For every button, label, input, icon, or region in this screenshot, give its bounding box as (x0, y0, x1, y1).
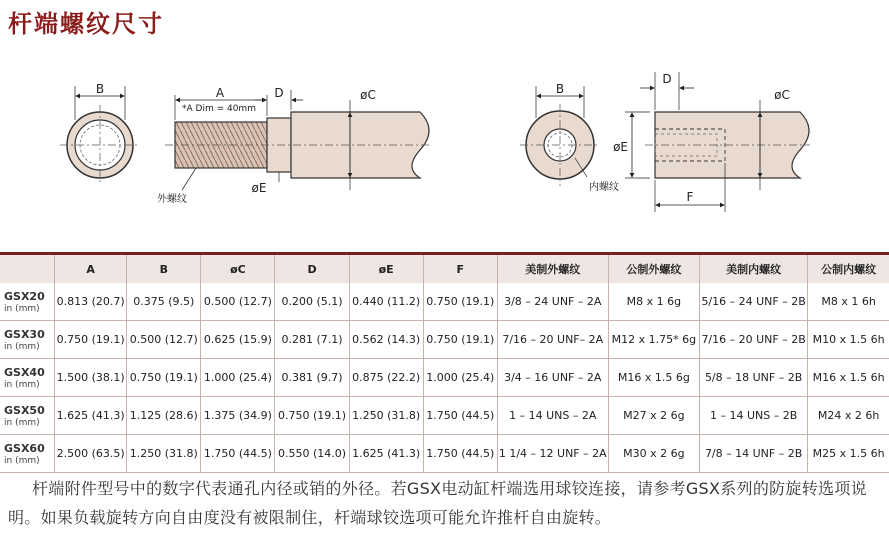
dim-c-label: øC (360, 88, 376, 102)
dim-e-label-right: øE (613, 140, 628, 154)
description-paragraph: 杆端附件型号中的数字代表通孔内径或销的外径。若GSX电动缸杆端选用球铰连接，请参考GSX系列的防旋转选项说明。如果负载旋转方向自由度没有被限制住，杆端球铰选项可能允许推杆自由旋转。 (8, 479, 867, 527)
table-cell: 3/8 – 24 UNF – 2A (497, 283, 608, 321)
model-unit: in (mm) (4, 417, 40, 428)
table-cell: 7/16 – 20 UNF – 2B (700, 321, 808, 359)
table-cell: 3/4 – 16 UNF – 2A (497, 359, 608, 397)
table-cell: 0.281 (7.1) (275, 321, 349, 359)
dim-d-label-right: D (662, 72, 672, 86)
model-name: GSX50 (4, 403, 45, 417)
model-cell (0, 435, 55, 473)
dim-d-label: D (274, 86, 284, 100)
table-cell: 0.875 (22.2) (349, 359, 423, 397)
model-cell (0, 359, 55, 397)
page-title: 杆端螺纹尺寸 (8, 10, 164, 38)
table-row (0, 283, 889, 321)
column-header: 美制外螺纹 (497, 254, 608, 284)
table-cell: 0.813 (20.7) (55, 283, 127, 321)
table-row (0, 321, 889, 359)
table-cell: 0.500 (12.7) (201, 283, 275, 321)
table-cell: M8 x 1 6h (808, 283, 889, 321)
external-thread-caption: 外螺纹 (157, 194, 187, 205)
model-name: GSX20 (4, 289, 45, 303)
dim-f-label: F (686, 190, 694, 204)
table-cell: 0.381 (9.7) (275, 359, 349, 397)
column-header: øC (201, 254, 275, 284)
model-name: GSX30 (4, 327, 45, 341)
table-cell: 1.125 (28.6) (127, 397, 201, 435)
dim-a-label: A (215, 86, 225, 100)
model-unit: in (mm) (4, 379, 40, 390)
model-name: GSX40 (4, 365, 45, 379)
table-cell: 5/16 – 24 UNF – 2B (700, 283, 808, 321)
table-cell: 1.750 (44.5) (423, 435, 497, 473)
table-cell: M25 x 1.5 6h (808, 435, 889, 473)
table-cell: 1 – 14 UNS – 2B (700, 397, 808, 435)
column-header: A (55, 254, 127, 284)
dim-b-label-right: B (555, 82, 565, 96)
table-cell: 0.562 (14.3) (349, 321, 423, 359)
table-cell: M10 x 1.5 6h (808, 321, 889, 359)
table-cell: 1 – 14 UNS – 2A (497, 397, 608, 435)
model-name: GSX60 (4, 441, 45, 455)
model-unit: in (mm) (4, 303, 40, 314)
table-cell: 1.000 (25.4) (423, 359, 497, 397)
model-unit: in (mm) (4, 341, 40, 352)
column-header (0, 254, 55, 284)
table-cell: M30 x 2 6g (608, 435, 699, 473)
table-cell: 0.750 (19.1) (55, 321, 127, 359)
table-cell: 1 1/4 – 12 UNF – 2A (497, 435, 608, 473)
table-cell: 5/8 – 18 UNF – 2B (700, 359, 808, 397)
table-cell: 1.375 (34.9) (201, 397, 275, 435)
column-header: 美制内螺纹 (700, 254, 808, 284)
table-cell: 1.750 (44.5) (423, 397, 497, 435)
model-unit: in (mm) (4, 455, 40, 466)
dim-c-label-right: øC (774, 88, 790, 102)
internal-thread-end-view (520, 82, 619, 193)
table-cell: 0.625 (15.9) (201, 321, 275, 359)
column-header: F (423, 254, 497, 284)
table-row (0, 397, 889, 435)
table-row (0, 359, 889, 397)
table-cell: 0.750 (19.1) (423, 321, 497, 359)
table-cell: M16 x 1.5 6h (808, 359, 889, 397)
table-cell: M8 x 1 6g (608, 283, 699, 321)
column-header: 公制内螺纹 (808, 254, 889, 284)
table-cell: 7/16 – 20 UNF– 2A (497, 321, 608, 359)
model-cell (0, 321, 55, 359)
table-cell: M16 x 1.5 6g (608, 359, 699, 397)
table-cell: 0.750 (19.1) (275, 397, 349, 435)
model-cell (0, 283, 55, 321)
table-cell: 1.250 (31.8) (127, 435, 201, 473)
column-header: øE (349, 254, 423, 284)
table-cell: 1.625 (41.3) (349, 435, 423, 473)
column-header: D (275, 254, 349, 284)
internal-thread-caption: 内螺纹 (589, 182, 619, 193)
dim-e-label: øE (251, 181, 267, 195)
table-row (0, 435, 889, 473)
table-cell: 0.375 (9.5) (127, 283, 201, 321)
table-cell: 0.440 (11.2) (349, 283, 423, 321)
table-cell: M27 x 2 6g (608, 397, 699, 435)
dim-a-note: *A Dim = 40mm (182, 104, 256, 114)
table-cell: M12 x 1.75* 6g (608, 321, 699, 359)
table-cell: 7/8 – 14 UNF – 2B (700, 435, 808, 473)
table-cell: M24 x 2 6h (808, 397, 889, 435)
rod-end-thread-diagram (0, 60, 889, 260)
table-cell: 0.550 (14.0) (275, 435, 349, 473)
external-thread-end-view (60, 82, 140, 185)
table-header-row (0, 254, 889, 284)
table-cell: 1.250 (31.8) (349, 397, 423, 435)
table-cell: 1.625 (41.3) (55, 397, 127, 435)
table-cell: 0.750 (19.1) (127, 359, 201, 397)
table-cell: 1.000 (25.4) (201, 359, 275, 397)
dim-b-label: B (95, 82, 105, 96)
dimension-table (0, 252, 889, 473)
table-cell: 2.500 (63.5) (55, 435, 127, 473)
table-cell: 0.750 (19.1) (423, 283, 497, 321)
model-cell (0, 397, 55, 435)
internal-thread-side-view (613, 72, 810, 212)
table-cell: 1.750 (44.5) (201, 435, 275, 473)
column-header: B (127, 254, 201, 284)
external-thread-side-view (157, 86, 430, 205)
column-header: 公制外螺纹 (608, 254, 699, 284)
table-cell: 1.500 (38.1) (55, 359, 127, 397)
table-cell: 0.200 (5.1) (275, 283, 349, 321)
table-cell: 0.500 (12.7) (127, 321, 201, 359)
